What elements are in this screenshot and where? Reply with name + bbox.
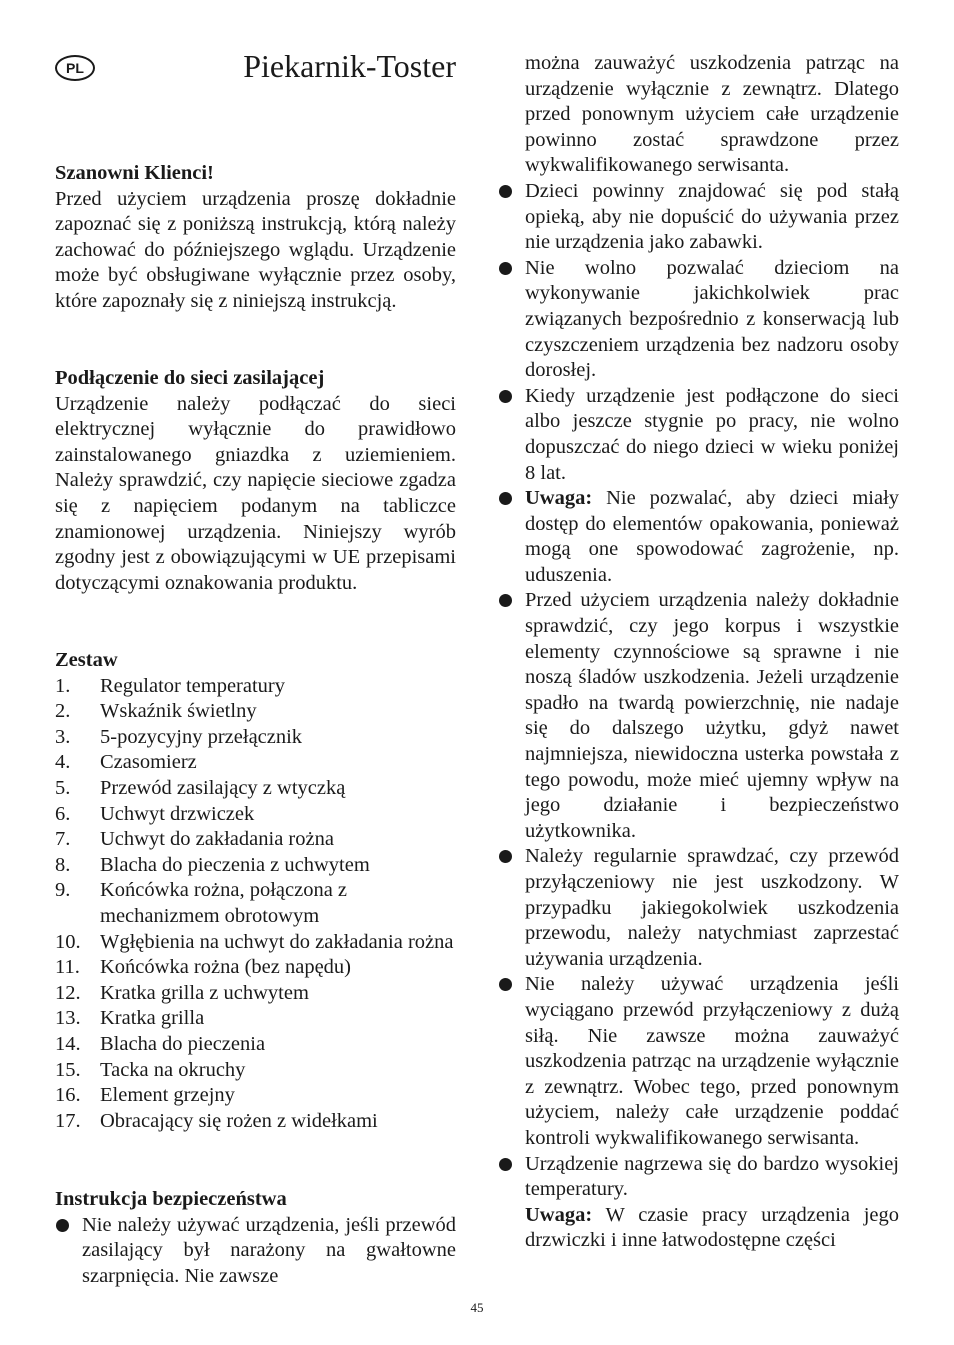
list-item: 5. Przewód zasilający z wtyczką — [55, 776, 346, 799]
bullet-icon — [499, 594, 512, 607]
list-item: 8. Blacha do pieczenia z uchwytem — [55, 853, 370, 876]
kit-heading: Zestaw — [55, 649, 118, 671]
bullet-icon — [499, 185, 512, 198]
list-item: 6. Uchwyt drzwiczek — [55, 802, 255, 825]
list-item: Nie należy używać urządzenia jeśli wyciągano przewód przyłączeniowy z dużą siłą. Nie zawsze można zauważyć uszkodzenia patrząc na urządzenie wyłącznie z zewnątrz. Wobec tego, przed ponownym użyciem, należy całe urządzenie poddać kontroli wykwalifikowanego serwisanta. — [498, 972, 899, 1151]
list-item: 13. Kratka grilla — [55, 1007, 205, 1030]
intro-heading: Szanowni Klienci! — [55, 162, 214, 184]
intro-section — [55, 161, 456, 315]
list-item: 2. Wskaźnik świetlny — [55, 700, 257, 723]
list-item: Dzieci powinny znajdować się pod stałą opieką, aby nie dopuścić do używania przez nie urządzenia jako zabawki. — [498, 179, 899, 256]
power-text: Urządzenie należy podłączać do sieci elektrycznej wyłącznie do prawidłowo zainstalowanego gniazdka z uziemieniem. Należy sprawdzić, czy napięcie sieciowe zgadza się z napięciem podanym na tabliczce znamionowej urządzenia. Niniejszy wyrób zgodny jest z obowiązującymi w UE przepisami dotyczącymi oznakowania produktu. — [55, 392, 456, 594]
intro-text: Przed użyciem urządzenia proszę dokładnie zapoznać się z poniższą instrukcją, którą należy zachować do późniejszego wglądu. Urządzenie może być obsługiwane wyłącznie przez osoby, które zapoznały się z niniejszą instrukcją. — [55, 187, 456, 312]
list-item: 1. Regulator temperatury — [55, 674, 286, 697]
bullet-icon — [499, 262, 512, 275]
language-badge: PL — [55, 55, 95, 81]
list-item: Kiedy urządzenie jest podłączone do sieci albo jeszcze stygnie po pracy, nie wolno dopuszczać do niego dzieci w wieku poniżej 8 lat. — [498, 384, 899, 486]
continuation-text: można zauważyć uszkodzenia patrząc na urządzenie wyłącznie z zewnątrz. Dlatego przed ponownym użyciem całe urządzenie powinno zostać sprawdzone przez wykwalifikowanego serwisanta. — [525, 52, 899, 177]
list-item: Nie wolno pozwalać dzieciom na wykonywanie jakichkolwiek prac związanych bezpośrednio z konserwacją lub czyszczeniem urządzenia bez nadzoru osoby dorosłej. — [498, 256, 899, 384]
list-item: 14. Blacha do pieczenia — [55, 1032, 266, 1055]
page-number: 45 — [470, 1300, 484, 1315]
bullet-icon — [499, 492, 512, 505]
list-item: 7. Uchwyt do zakładania rożna — [55, 828, 334, 851]
warning-label: Uwaga: — [525, 487, 593, 510]
list-item: Należy regularnie sprawdzać, czy przewód przyłączeniowy nie jest uszkodzony. W przypadku jakiegokolwiek uszkodzenia przewodu, należy natychmiast zaprzestać używania urządzenia. — [498, 844, 899, 972]
list-item: Urządzenie nagrzewa się do bardzo wysokiej temperatury. Uwaga: W czasie pracy urządzenia jego drzwiczki i inne łatwodostępne części — [498, 1152, 899, 1254]
list-item: 16. Element grzejny — [55, 1084, 235, 1107]
list-item: 11. Końcówka rożna (bez napędu) — [55, 956, 352, 979]
safety-heading: Instrukcja bezpieczeństwa — [55, 1188, 287, 1210]
kit-section — [55, 648, 456, 1134]
power-section — [55, 366, 456, 596]
list-item: 3. 5-pozycyjny przełącznik — [55, 725, 303, 748]
bullet-icon — [499, 390, 512, 403]
bullet-icon — [499, 850, 512, 863]
safety-list-left — [55, 1213, 456, 1290]
bullet-icon — [56, 1219, 69, 1232]
power-heading: Podłączenie do sieci zasilającej — [55, 367, 325, 389]
safety-list-right — [498, 179, 899, 1254]
list-item: 9. Końcówka rożna, połączona z mechanizmem obrotowym — [55, 879, 348, 927]
bullet-icon — [499, 978, 512, 991]
list-item: 10. Wgłębienia na uchwyt do zakładania rożna — [55, 930, 454, 953]
kit-list — [55, 674, 456, 1135]
safety-continued — [498, 51, 899, 1254]
list-item: Nie należy używać urządzenia, jeśli przewód zasilający był narażony na gwałtowne szarpnięcia. Nie zawsze — [55, 1213, 456, 1290]
list-item: 15. Tacka na okruchy — [55, 1058, 246, 1081]
list-item: 4. Czasomierz — [55, 751, 197, 774]
list-item: 17. Obracający się rożen z widełkami — [55, 1109, 378, 1132]
warning-label: Uwaga: — [525, 1203, 593, 1226]
bullet-icon — [499, 1158, 512, 1171]
list-item: 12. Kratka grilla z uchwytem — [55, 981, 309, 1004]
safety-section — [55, 1187, 456, 1289]
list-item: Przed użyciem urządzenia należy dokładnie sprawdzić, czy jego korpus i wszystkie elementy czynnościowe są sprawne i nie noszą śladów uszkodzenia. Jeżeli urządzenie spadło na twardą powierzchnię, nie nadaje się do dalszego użytku, gdyż nawet najmniejsza, niewidoczna usterka powstała z tego powodu, może mieć ujemny wpływ na jego działanie i bezpieczeństwo użytkownika. — [498, 588, 899, 844]
list-item: Uwaga: Nie pozwalać, aby dzieci miały dostęp do elementów opakowania, ponieważ mogą one spowodować zagrożenie, np. uduszenia. — [498, 486, 899, 588]
page-title: Piekarnik-Toster — [243, 48, 456, 84]
